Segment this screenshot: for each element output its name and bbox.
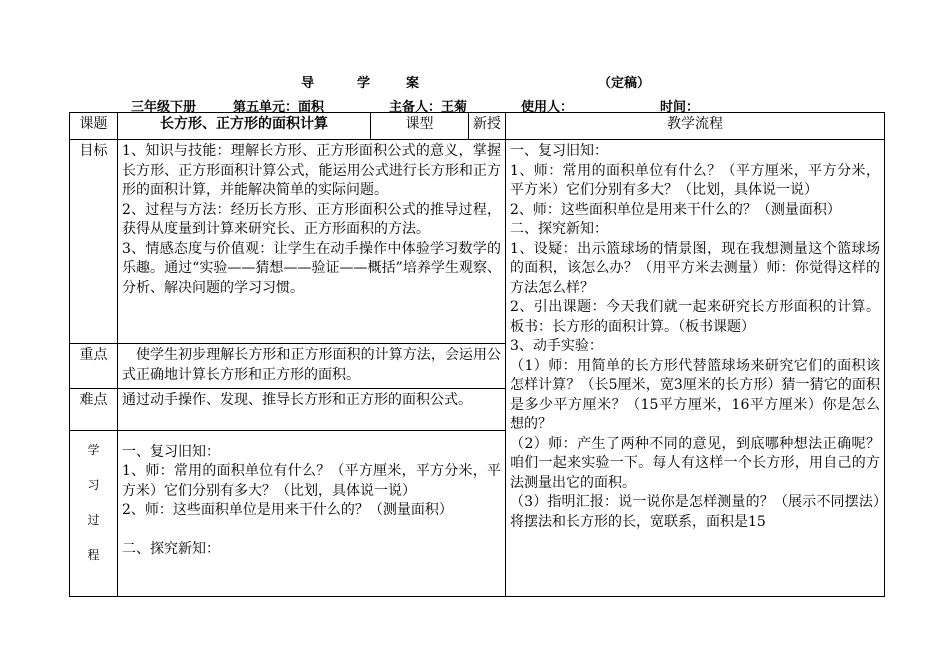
- flow-label: 教学流程: [506, 113, 885, 140]
- user-label: 使用人：: [521, 100, 574, 115]
- grade-label: 三年级下册: [131, 100, 197, 115]
- flow-item: 3、动手实验：: [510, 338, 603, 354]
- process-label-char: 学: [87, 442, 100, 457]
- key-point-text: 使学生初步理解长方形和正方形面积的计算方法，会运用公式正确地计算长方形和正方形的面积。: [122, 347, 501, 383]
- process-cell: [118, 430, 506, 596]
- goals-label: 目标: [70, 140, 118, 344]
- process-item: 二、探究新知：: [122, 540, 220, 557]
- process-item: 一、复习旧知：: [122, 443, 220, 460]
- lesson-plan-table: [69, 112, 885, 597]
- status-label: （定稿）: [598, 76, 651, 91]
- process-label-char: 过: [87, 512, 100, 527]
- difficulty-label: 难点: [70, 388, 118, 430]
- title-char-1: 导: [301, 76, 315, 91]
- flow-item: （1）师：用简单的长方形代替篮球场来研究它们的面积该怎样计算？（长5厘米，宽3厘米的长方形）猜一猜它的面积是多少平方厘米？（15平方厘米，16平方厘米）你是怎么想的？: [510, 357, 880, 432]
- type-value: 新授: [469, 113, 506, 140]
- process-label-char: 程: [87, 547, 100, 562]
- process-item: 1、师：常用的面积单位有什么？（平方厘米，平方分米，平方米）它们分别有多大？（比划，具体说一说）: [122, 463, 501, 499]
- topic-label: 课题: [70, 113, 118, 140]
- flow-item: 1、师：常用的面积单位有什么？（平方厘米，平方分米，平方米）它们分别有多大？（比划，具体说一说）: [510, 162, 880, 198]
- flow-item: （3）指明汇报：说一说你是怎样测量的？（展示不同摆法）将摆法和长方形的长，宽联系，面积是15: [510, 494, 880, 530]
- goal-item: 3、情感态度与价值观：让学生在动手操作中体验学习数学的乐趣。通过“实验——猜想——验证——概括”培养学生观察、分析、解决问题的学习习惯。: [122, 240, 501, 296]
- flow-item: 二、探究新知：: [510, 221, 608, 237]
- topic-value: 长方形、正方形的面积计算: [118, 113, 371, 140]
- process-spacer: [122, 521, 501, 540]
- process-label: [70, 430, 118, 596]
- process-item: 2、师：这些面积单位是用来干什么的？（测量面积）: [122, 502, 453, 519]
- flow-item: 1、设疑：出示篮球场的情景图，现在我想测量这个篮球场的面积，该怎么办？（用平方米去测量）师：你觉得这样的方法怎么样？: [510, 240, 880, 296]
- key-point-label: 重点: [70, 344, 118, 388]
- unit-label: 第五单元：面积: [233, 100, 325, 115]
- type-label: 课型: [371, 113, 469, 140]
- key-point-cell: [118, 344, 506, 388]
- goal-item: 2、过程与方法：经历长方形、正方形面积公式的推导过程，获得从度量到计算来研究长、正方形面积的方法。: [122, 201, 501, 237]
- teaching-flow-cell: [506, 140, 885, 597]
- difficulty-cell: [118, 388, 506, 430]
- goals-cell: [118, 140, 506, 344]
- preparer-label: 主备人：王菊: [389, 100, 468, 115]
- flow-item: 2、师：这些面积单位是用来干什么的？（测量面积）: [510, 201, 841, 218]
- flow-item: 一、复习旧知：: [510, 143, 608, 159]
- flow-item: （2）师：产生了两种不同的意见，到底哪种想法正确呢？咱们一起来实验一下。每人有这样一个长方形，用自己的方法测量出它的面积。: [510, 435, 880, 491]
- title-char-3: 案: [406, 76, 420, 91]
- goal-item: 1、知识与技能：理解长方形、正方形面积公式的意义，掌握长方形、正方形面积计算公式，能运用公式进行长方形和正方形的面积计算，并能解决简单的实际问题。: [122, 143, 501, 198]
- time-label: 时间：: [660, 100, 700, 115]
- flow-item: 2、引出课题：今天我们就一起来研究长方形面积的计算。板书：长方形的面积计算。（板书课题）: [510, 299, 880, 335]
- difficulty-text: 通过动手操作、发现、推导长方形和正方形的面积公式。: [122, 391, 472, 408]
- title-char-2: 学: [357, 76, 371, 91]
- process-label-char: 习: [87, 477, 100, 492]
